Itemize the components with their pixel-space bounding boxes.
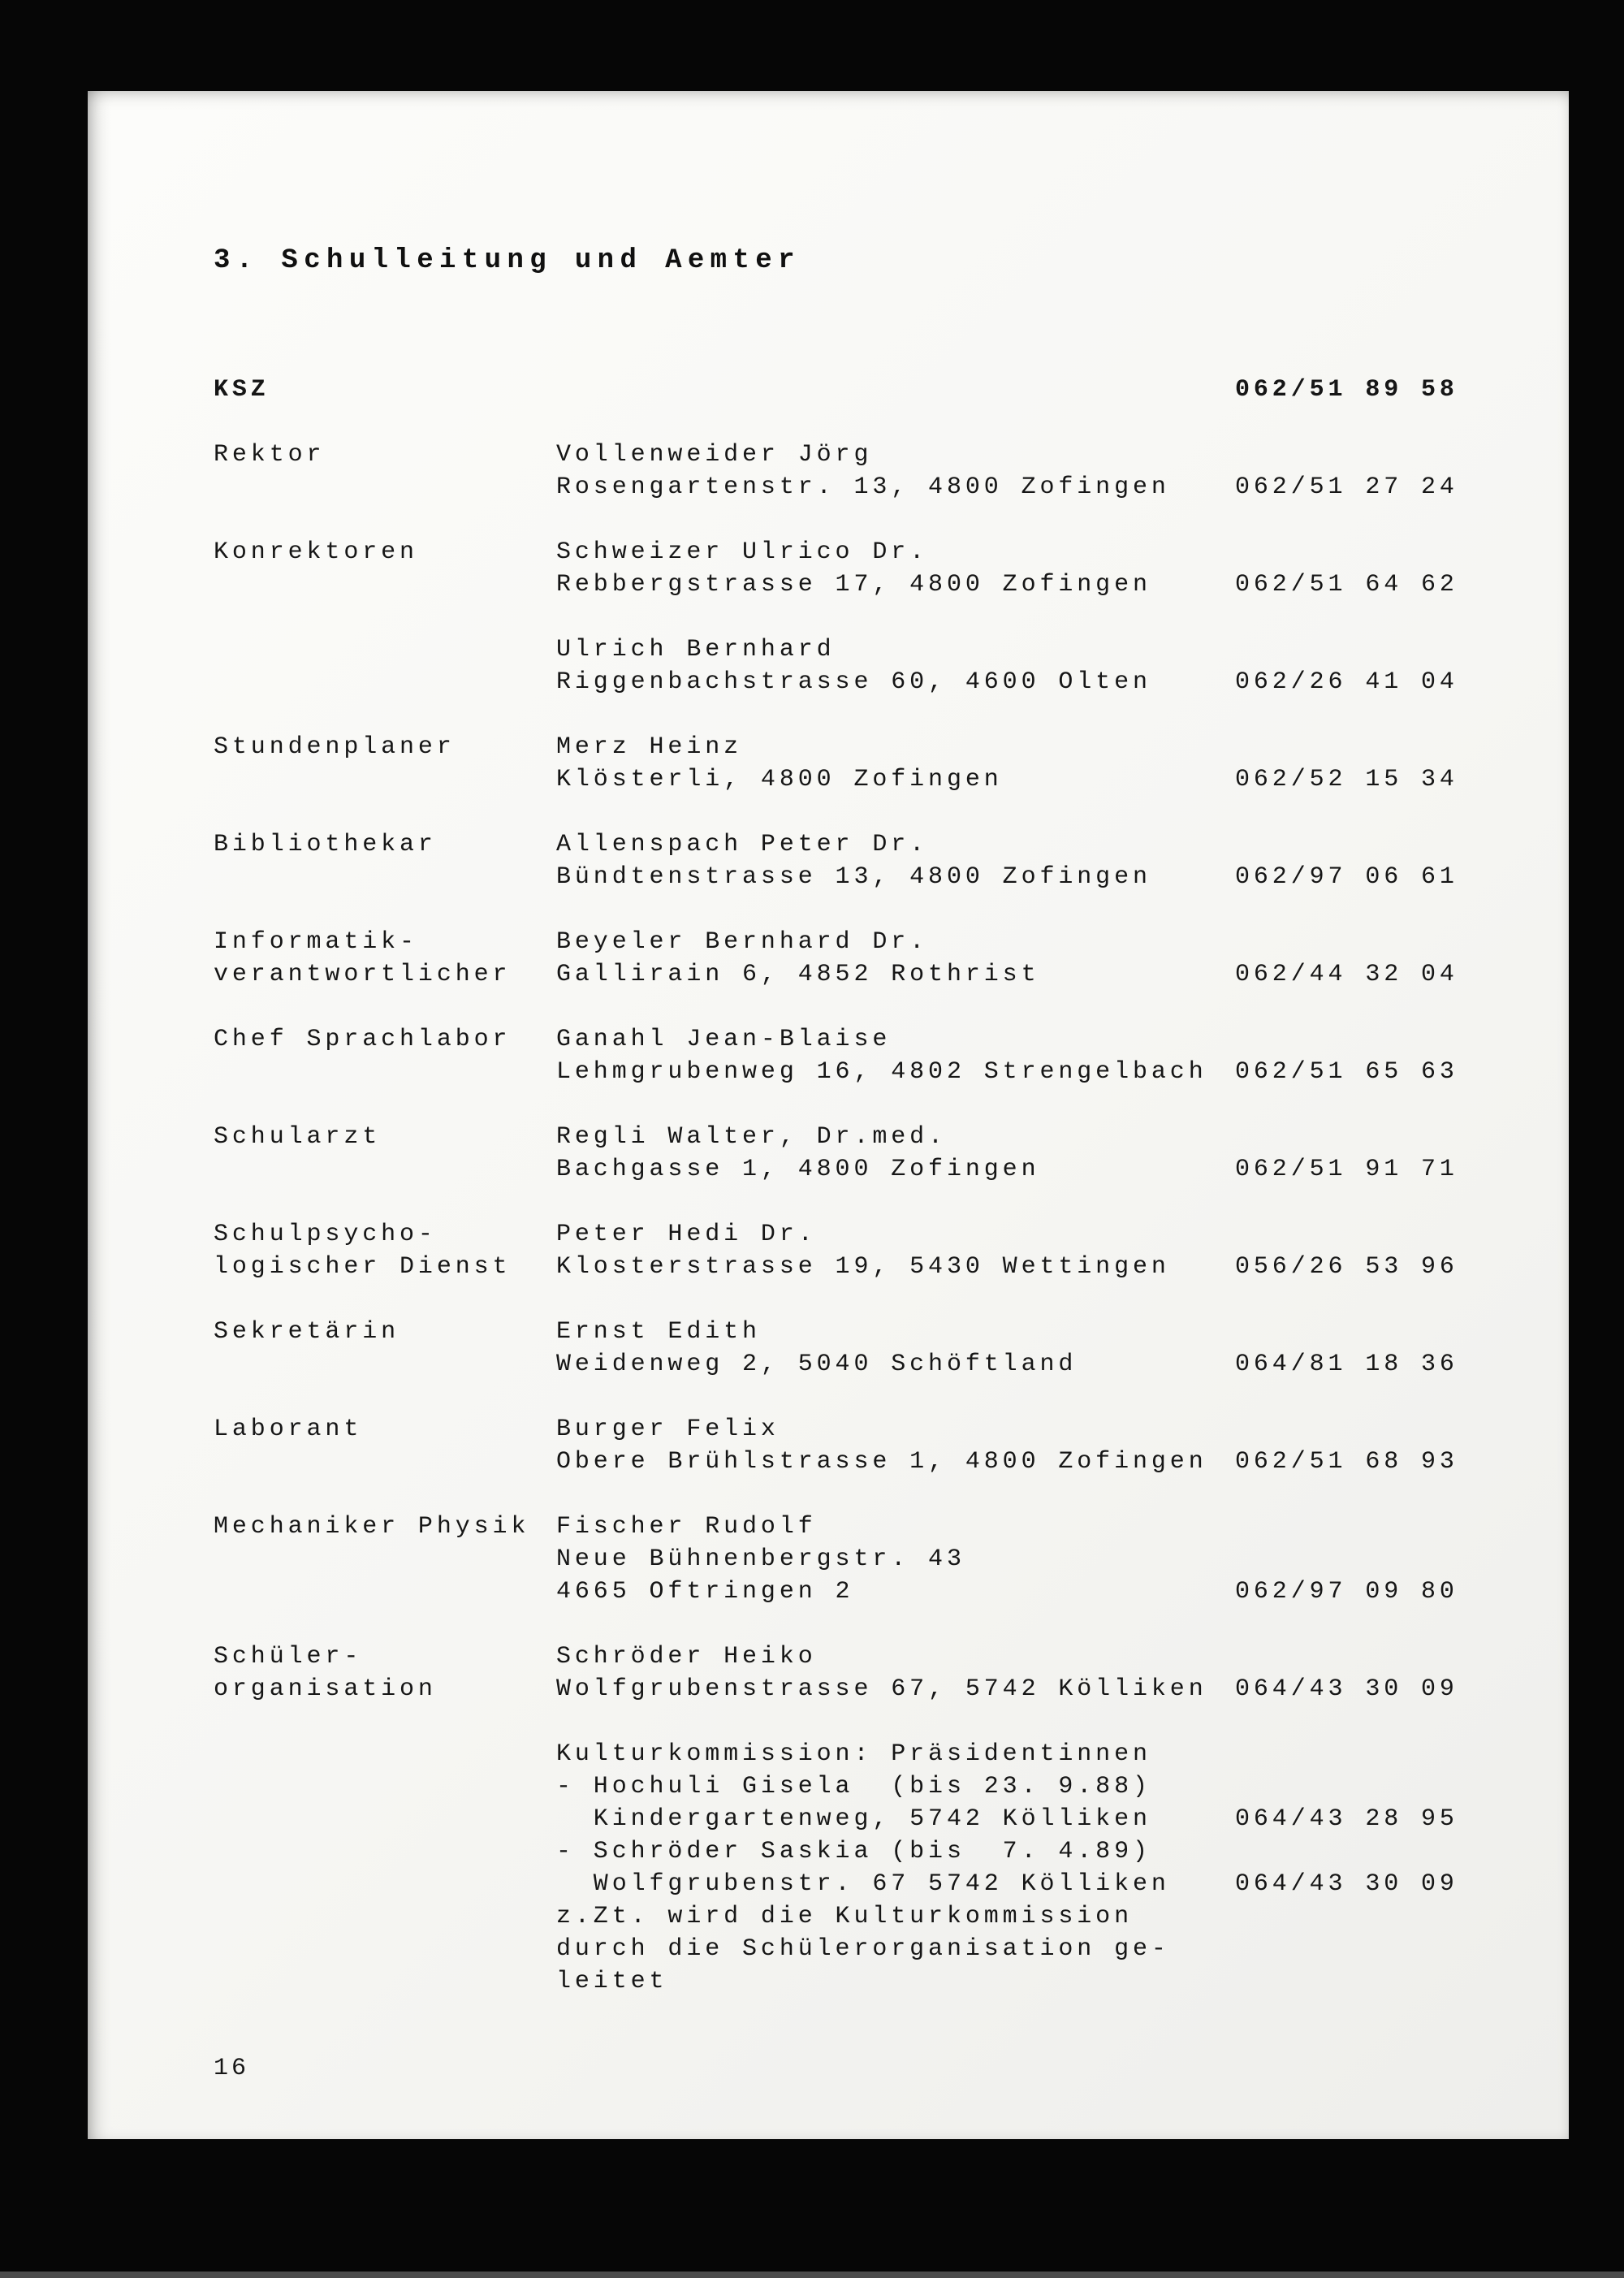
row-phone	[1235, 731, 1479, 763]
row-role	[214, 763, 556, 796]
row-detail: Fischer Rudolf	[556, 1513, 817, 1541]
row-phone: 064/43 28 95	[1235, 1805, 1458, 1833]
directory-row	[214, 1576, 1479, 1608]
row-phone	[1235, 1640, 1479, 1673]
row-role: organisation	[214, 1675, 437, 1703]
page-number: 16	[214, 2055, 250, 2082]
directory-row	[214, 439, 1479, 471]
directory-row	[214, 1933, 1479, 1965]
directory-row	[214, 1835, 1479, 1868]
row-detail: Neue Bühnenbergstr. 43	[556, 1545, 965, 1573]
row-role: KSZ	[214, 376, 270, 404]
directory-row	[214, 1965, 1479, 1998]
directory-row	[214, 1056, 1479, 1088]
row-phone	[1235, 536, 1479, 568]
row-detail: Kindergartenweg, 5742 Kölliken	[556, 1805, 1151, 1833]
row-phone: 062/51 89 58	[1235, 376, 1458, 404]
row-phone	[1235, 1218, 1479, 1251]
row-role: Bibliothekar	[214, 831, 437, 858]
row-detail: Allenspach Peter Dr.	[556, 831, 929, 858]
directory-row	[214, 926, 1479, 958]
row-detail: durch die Schülerorganisation ge-	[556, 1935, 1170, 1963]
row-detail: Klösterli, 4800 Zofingen	[556, 766, 1003, 793]
row-phone	[1235, 1933, 1479, 1965]
row-detail: Ernst Edith	[556, 1318, 761, 1346]
directory-row	[214, 1803, 1479, 1835]
row-detail	[556, 374, 1235, 406]
row-phone: 062/51 91 71	[1235, 1156, 1458, 1183]
row-phone	[1235, 1965, 1479, 1998]
directory-row	[214, 536, 1479, 568]
row-detail: Klosterstrasse 19, 5430 Wettingen	[556, 1253, 1170, 1281]
row-role	[214, 1348, 556, 1381]
row-detail: Schweizer Ulrico Dr.	[556, 538, 929, 566]
directory-block	[214, 633, 1479, 698]
directory-block	[214, 1316, 1479, 1381]
row-detail: 4665 Oftringen 2	[556, 1578, 854, 1606]
row-phone	[1235, 1738, 1479, 1770]
row-role	[214, 1446, 556, 1478]
row-detail: - Schröder Saskia (bis 7. 4.89)	[556, 1838, 1151, 1865]
row-phone	[1235, 633, 1479, 666]
row-detail: Bündtenstrasse 13, 4800 Zofingen	[556, 863, 1151, 891]
row-detail: Lehmgrubenweg 16, 4802 Strengelbach	[556, 1058, 1207, 1086]
directory-row	[214, 1023, 1479, 1056]
directory-row	[214, 1673, 1479, 1705]
row-phone: 064/81 18 36	[1235, 1351, 1458, 1378]
directory-row	[214, 568, 1479, 601]
directory-block	[214, 1640, 1479, 1705]
row-role: Stundenplaner	[214, 733, 456, 761]
row-role: Sekretärin	[214, 1318, 400, 1346]
row-detail: Weidenweg 2, 5040 Schöftland	[556, 1351, 1078, 1378]
directory-row	[214, 763, 1479, 796]
row-detail: Obere Brühlstrasse 1, 4800 Zofingen	[556, 1448, 1207, 1476]
row-role	[214, 1153, 556, 1186]
row-detail: Regli Walter, Dr.med.	[556, 1123, 947, 1151]
row-detail: Wolfgrubenstr. 67 5742 Kölliken	[556, 1870, 1170, 1898]
row-detail: Merz Heinz	[556, 733, 743, 761]
row-role: Konrektoren	[214, 538, 418, 566]
directory-row	[214, 1218, 1479, 1251]
directory-row	[214, 1900, 1479, 1933]
row-role	[214, 1933, 556, 1965]
directory-block	[214, 536, 1479, 601]
row-phone	[1235, 1770, 1479, 1803]
row-phone: 056/26 53 96	[1235, 1253, 1458, 1281]
row-role: logischer Dienst	[214, 1253, 512, 1281]
row-detail: - Hochuli Gisela (bis 23. 9.88)	[556, 1773, 1151, 1800]
row-role	[214, 1770, 556, 1803]
row-detail: Wolfgrubenstrasse 67, 5742 Kölliken	[556, 1675, 1207, 1703]
row-phone: 064/43 30 09	[1235, 1870, 1458, 1898]
directory-block	[214, 731, 1479, 796]
directory-row	[214, 1316, 1479, 1348]
row-phone	[1235, 1835, 1479, 1868]
row-detail: Schröder Heiko	[556, 1643, 817, 1671]
directory-row	[214, 633, 1479, 666]
directory-block	[214, 926, 1479, 991]
row-role: Schüler-	[214, 1643, 363, 1671]
directory-row	[214, 666, 1479, 698]
row-detail: Vollenweider Jörg	[556, 441, 873, 469]
row-phone	[1235, 828, 1479, 861]
directory-row	[214, 1413, 1479, 1446]
row-phone	[1235, 1413, 1479, 1446]
row-detail: Peter Hedi Dr.	[556, 1221, 817, 1248]
scan-bottom-edge	[0, 2272, 1624, 2278]
row-role: Schularzt	[214, 1123, 382, 1151]
row-role: verantwortlicher	[214, 961, 512, 988]
row-phone	[1235, 1023, 1479, 1056]
row-detail: Rosengartenstr. 13, 4800 Zofingen	[556, 473, 1170, 501]
row-role	[214, 1738, 556, 1770]
row-role	[214, 471, 556, 504]
directory-row	[214, 1738, 1479, 1770]
row-detail: z.Zt. wird die Kulturkommission	[556, 1903, 1133, 1930]
row-detail: Ganahl Jean-Blaise	[556, 1026, 892, 1053]
directory-list	[214, 374, 1479, 2030]
directory-block	[214, 439, 1479, 504]
row-phone: 062/51 27 24	[1235, 473, 1458, 501]
row-role	[214, 1835, 556, 1868]
row-role	[214, 1803, 556, 1835]
directory-row	[214, 471, 1479, 504]
row-phone: 062/51 68 93	[1235, 1448, 1458, 1476]
row-phone: 062/97 09 80	[1235, 1578, 1458, 1606]
directory-row	[214, 374, 1479, 406]
directory-row	[214, 1121, 1479, 1153]
row-phone	[1235, 1543, 1479, 1576]
directory-block	[214, 1218, 1479, 1283]
row-detail: Kulturkommission: Präsidentinnen	[556, 1740, 1151, 1768]
directory-row	[214, 1770, 1479, 1803]
row-role	[214, 1965, 556, 1998]
directory-row	[214, 731, 1479, 763]
page-title: 3. Schulleitung und Aemter	[214, 245, 801, 276]
row-role	[214, 633, 556, 666]
row-role	[214, 1056, 556, 1088]
row-detail: leitet	[556, 1968, 668, 1995]
directory-row	[214, 1153, 1479, 1186]
directory-row	[214, 1511, 1479, 1543]
row-detail: Burger Felix	[556, 1416, 780, 1443]
directory-block	[214, 1023, 1479, 1088]
row-role: Informatik-	[214, 928, 418, 956]
row-phone: 062/44 32 04	[1235, 961, 1458, 988]
row-role: Mechaniker Physik	[214, 1513, 530, 1541]
row-detail: Ulrich Bernhard	[556, 636, 836, 664]
directory-row	[214, 1868, 1479, 1900]
row-role	[214, 861, 556, 893]
directory-row	[214, 828, 1479, 861]
directory-row	[214, 1348, 1479, 1381]
row-phone: 062/52 15 34	[1235, 766, 1458, 793]
row-detail: Beyeler Bernhard Dr.	[556, 928, 929, 956]
scanned-page	[88, 91, 1569, 2139]
row-role: Schulpsycho-	[214, 1221, 437, 1248]
directory-block	[214, 1413, 1479, 1478]
row-phone	[1235, 1316, 1479, 1348]
directory-row	[214, 958, 1479, 991]
row-role	[214, 1543, 556, 1576]
row-role	[214, 1576, 556, 1608]
row-phone: 062/51 64 62	[1235, 571, 1458, 599]
row-detail: Riggenbachstrasse 60, 4600 Olten	[556, 668, 1151, 696]
directory-block	[214, 1511, 1479, 1608]
row-detail: Rebbergstrasse 17, 4800 Zofingen	[556, 571, 1151, 599]
directory-row	[214, 1251, 1479, 1283]
directory-block	[214, 1121, 1479, 1186]
row-role	[214, 1900, 556, 1933]
row-detail: Bachgasse 1, 4800 Zofingen	[556, 1156, 1040, 1183]
row-phone: 062/26 41 04	[1235, 668, 1458, 696]
directory-row	[214, 1446, 1479, 1478]
row-phone: 062/97 06 61	[1235, 863, 1458, 891]
directory-row	[214, 1640, 1479, 1673]
directory-block	[214, 374, 1479, 406]
row-role	[214, 568, 556, 601]
row-phone	[1235, 1121, 1479, 1153]
row-phone: 064/43 30 09	[1235, 1675, 1458, 1703]
row-role: Laborant	[214, 1416, 363, 1443]
directory-block	[214, 1738, 1479, 1998]
row-detail: Gallirain 6, 4852 Rothrist	[556, 961, 1040, 988]
row-phone	[1235, 926, 1479, 958]
directory-row	[214, 1543, 1479, 1576]
row-phone	[1235, 1511, 1479, 1543]
row-role	[214, 666, 556, 698]
row-phone	[1235, 1900, 1479, 1933]
row-role	[214, 1868, 556, 1900]
row-role: Chef Sprachlabor	[214, 1026, 512, 1053]
row-phone: 062/51 65 63	[1235, 1058, 1458, 1086]
row-phone	[1235, 439, 1479, 471]
row-role: Rektor	[214, 441, 326, 469]
directory-row	[214, 861, 1479, 893]
directory-block	[214, 828, 1479, 893]
